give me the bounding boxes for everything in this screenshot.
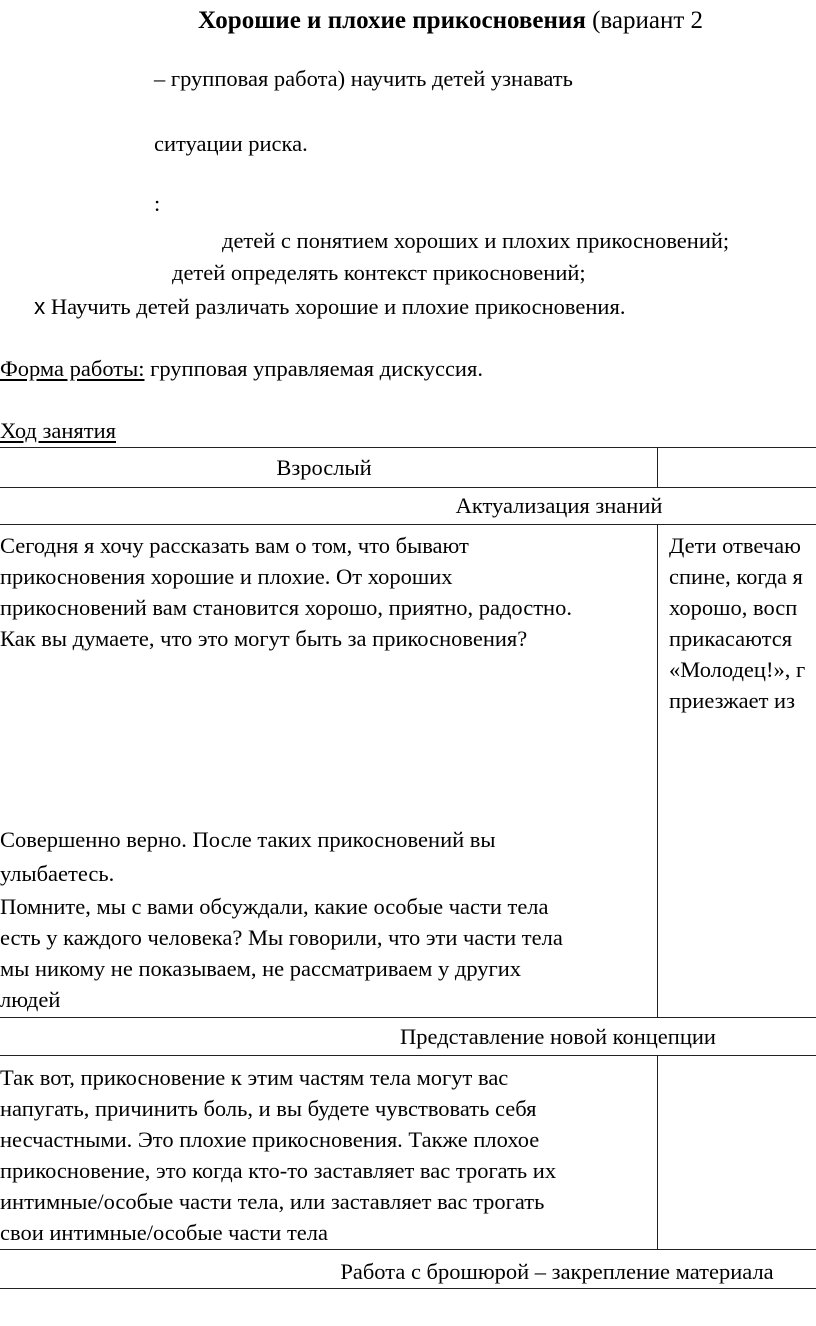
intro-line-3: : [154,191,161,216]
title-rest: (вариант 2 [585,7,704,34]
form-text: групповая управляемая дискуссия. [144,356,483,381]
adult-cell-1-continued [0,823,655,1016]
adult-cell-2-line: напугать, причинить боль, и вы будете чувствовать себя [0,1096,537,1121]
section-heading-2: Представление новой концепции [400,1024,716,1049]
children-cell-1 [669,530,816,1016]
adult-cell-1-line: прикосновений вам становится хорошо, приятно, радостно. [0,595,572,620]
children-cell-1-line: прикасаются [669,626,793,651]
adult-cell-1-line: Как вы думаете, что это могут быть за прикосновения? [0,626,528,651]
adult-cell-1-line: прикосновения хорошие и плохие. От хороших [0,564,453,589]
section-heading-3: Работа с брошюрой – закрепление материала [340,1259,774,1284]
children-cell-1-line: «Молодец!», г [669,657,806,682]
adult-cell-1b-line: мы никому не показываем, не рассматриваем у других [0,956,522,981]
adult-cell-1b-line: улыбаетесь. [0,861,115,886]
table-col-divider-header [657,447,658,487]
adult-cell-1b-line: Совершенно верно. После таких прикосновений вы [0,827,496,852]
bullet-text: Научить детей различать хорошие и плохие прикосновения. [50,294,626,319]
table-rule-section3 [0,1288,816,1289]
table-rule-header [0,487,816,488]
table-rule-section2 [0,1055,816,1056]
adult-cell-1b-line: людей [0,987,61,1012]
course-heading: Ход занятия [0,418,116,443]
adult-cell-2-line: свои интимные/особые части тела [0,1220,329,1245]
adult-cell-1b-line: Помните, мы с вами обсуждали, какие особые части тела [0,894,549,919]
adult-cell-1b-line: есть у каждого человека? Мы говорили, что эти части тела [0,925,563,950]
intro-line-1: – групповая работа) научить детей узнавать [154,66,573,91]
document-title [198,8,703,33]
table-rule-row1 [0,1017,816,1018]
intro-line-4: детей с понятием хороших и плохих прикосновений; [222,228,730,253]
title-bold: Хорошие и плохие прикосновения [198,7,586,34]
adult-cell-2 [0,1062,655,1248]
form-of-work [0,358,483,381]
table-col-divider-row2 [657,1055,658,1249]
children-cell-1-line: приезжает из [669,688,795,713]
column-header-adult: Взрослый [276,455,372,480]
table-col-divider-row1 [657,524,658,1017]
adult-cell-1-line: Сегодня я хочу рассказать вам о том, что бывают [0,533,469,558]
children-cell-1-line: хорошо, восп [669,595,798,620]
bullet-marker: x [34,294,46,319]
intro-line-2: ситуации риска. [154,131,308,156]
objective-bullet [34,296,625,319]
table-rule-section1 [0,524,816,525]
children-cell-1-line: спине, когда я [669,564,803,589]
adult-cell-2-line: Так вот, прикосновение к этим частям тела могут вас [0,1065,509,1090]
section-heading-1: Актуализация знаний [455,493,663,518]
table-rule-row2 [0,1249,816,1250]
adult-cell-2-line: прикосновение, это когда кто-то заставляет вас трогать их [0,1158,557,1183]
adult-cell-2-line: несчастными. Это плохие прикосновения. Также плохое [0,1127,540,1152]
children-cell-1-line: Дети отвечаю [669,533,801,558]
table-rule-top [0,447,816,448]
adult-cell-2-line: интимные/особые части тела, или заставляет вас трогать [0,1189,545,1214]
form-label: Форма работы: [0,356,145,381]
intro-line-5: детей определять контекст прикосновений; [172,260,586,285]
